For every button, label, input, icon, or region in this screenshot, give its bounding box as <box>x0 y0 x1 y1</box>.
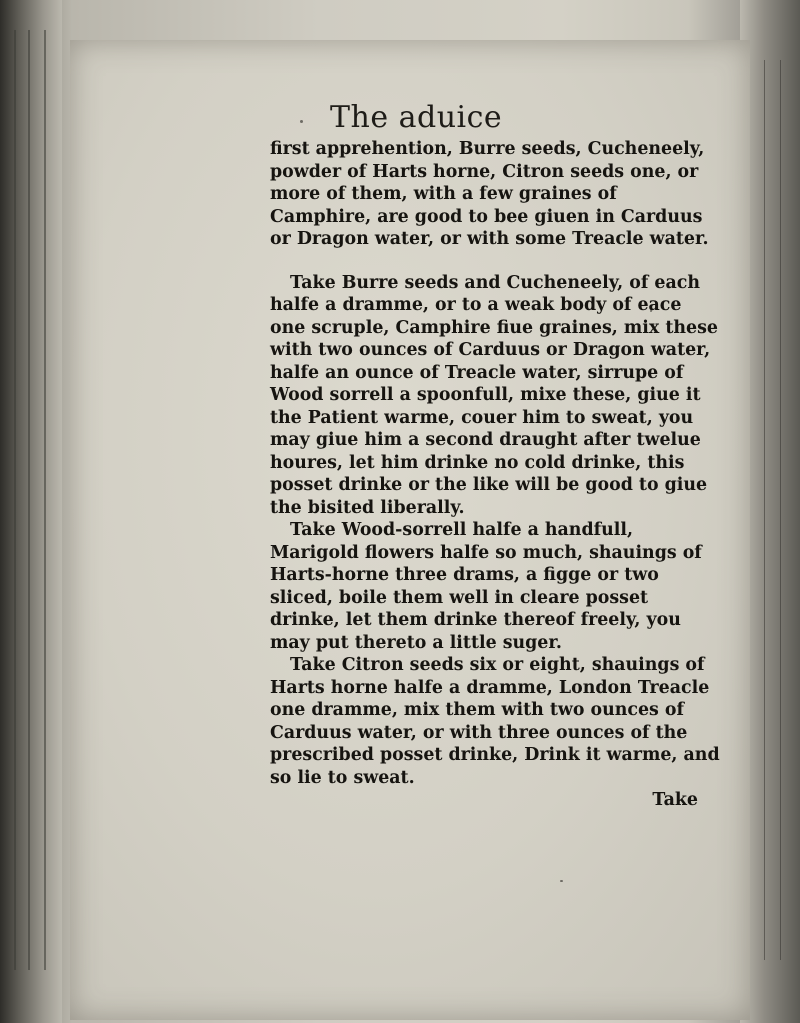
catchword: Take <box>652 790 698 810</box>
left-gutter <box>0 0 62 1023</box>
paragraph: Take Wood-sorrell halfe a handfull, Marigold flowers halfe so much, shauings of Harts-horne three drams, a figge or two sliced, boile them well in cleare posset drinke, let them drinke thereof freely, you may put thereto a little suger. <box>270 520 702 653</box>
left-gutter-line <box>44 30 46 970</box>
left-gutter-line <box>28 30 30 970</box>
running-head: The aduice <box>330 100 503 135</box>
ink-speck <box>300 120 303 123</box>
left-gutter-line <box>14 30 16 970</box>
right-edge-line <box>780 60 781 960</box>
paragraph: Take Citron seeds six or eight, shauings of Harts horne halfe a dramme, London Treacle one dramme, mix them with two ounces of Carduus water, or with three ounces of the prescribed posset drinke, Drink it warme, and so lie to sweat. <box>270 655 720 788</box>
paragraph: first apprehention, Burre seeds, Cucheneely, powder of Harts horne, Citron seeds one, or more of them, with a few graines of Camphire, are good to bee giuen in Carduus or Dragon water, or with some Treacle water. <box>270 139 709 249</box>
ink-speck <box>560 880 563 882</box>
right-edge-line <box>764 60 765 960</box>
paragraph: Take Burre seeds and Cucheneely, of each halfe a dramme, or to a weak body of eace one scruple, Camphire fiue graines, mix these with two ounces of Carduus or Dragon water, halfe an ounce of Treacle water, sirrupe of Wood sorrell a spoonfull, mixe these, giue it the Patient warme, couer him to sweat, you may giue him a second draught after twelue houres, let him drinke no cold drinke, this posset drinke or the like will be good to giue the bisited liberally. <box>270 272 718 518</box>
body-text <box>270 138 720 812</box>
